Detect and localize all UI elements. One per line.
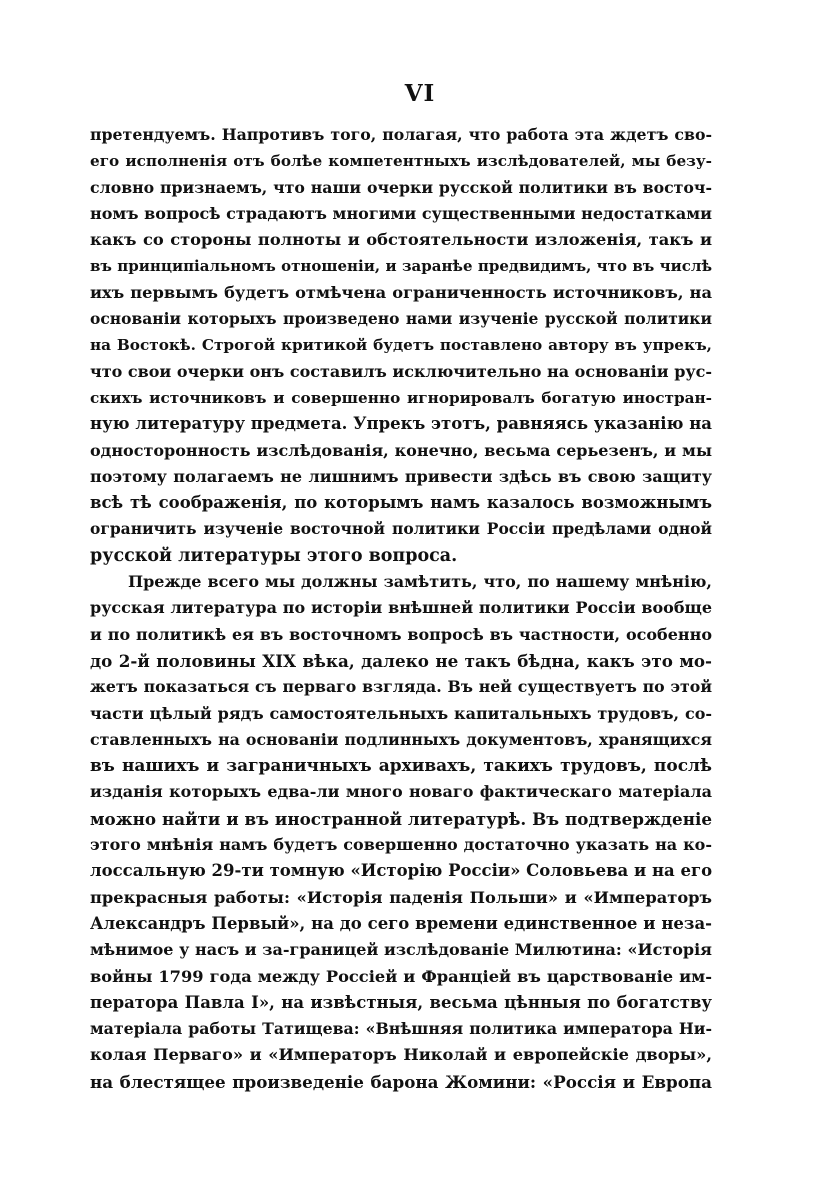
text-line: ограничить изученіе восточной политики Россіи предѣлами одной bbox=[90, 519, 712, 539]
text-line: ихъ первымъ будетъ отмѣчена ограниченность источниковъ, на bbox=[90, 282, 712, 302]
text-line: можно найти и въ иностранной литературѣ. Въ подтвержденіе bbox=[90, 808, 712, 829]
text-line: войны 1799 года между Россіей и Франціей въ царствованіе им- bbox=[90, 966, 712, 986]
text-line: на блестящее произведеніе барона Жомини: «Россія и Европа bbox=[90, 1071, 712, 1092]
body-text bbox=[90, 122, 712, 1095]
text-line: матеріала работы Татищева: «Внѣшняя политика императора Ни- bbox=[90, 1019, 712, 1039]
paragraph-end-line: русской литературы этого вопроса. bbox=[90, 545, 458, 566]
text-line: основаніи которыхъ произведено нами изученіе русской политики bbox=[90, 309, 712, 329]
text-line: ператора Павла I», на извѣстныя, весьма цѣнныя по богатству bbox=[90, 992, 712, 1012]
text-line: на Востокѣ. Строгой критикой будетъ поставлено автору въ упрекъ, bbox=[90, 336, 712, 355]
text-line: въ нашихъ и заграничныхъ архивахъ, такихъ трудовъ, послѣ bbox=[90, 756, 712, 777]
text-line: претендуемъ. Напротивъ того, полагая, что работа эта ждетъ сво- bbox=[90, 125, 712, 144]
text-line: поэтому полагаемъ не лишнимъ привести здѣсь въ свою защиту bbox=[90, 466, 712, 486]
text-line: скихъ источниковъ и совершенно игнорировалъ богатую иностран- bbox=[90, 388, 712, 407]
text-line: въ принципіальномъ отношеніи, и заранѣе предвидимъ, что въ числѣ bbox=[90, 257, 712, 276]
text-line: словно признаемъ, что наши очерки русской политики въ восточ- bbox=[90, 177, 712, 197]
text-line: лоссальную 29-ти томную «Исторію Россіи» Соловьева и на его bbox=[90, 861, 713, 881]
text-line: ставленныхъ на основаніи подлинныхъ документовъ, хранящихся bbox=[90, 729, 712, 749]
paragraph-first-line: Прежде всего мы должны замѣтить, что, по нашему мнѣнію, bbox=[128, 572, 712, 592]
text-line: прекрасныя работы: «Исторія паденія Польши» и «Императоръ bbox=[90, 887, 712, 907]
text-line: какъ со стороны полноты и обстоятельности изложенія, такъ и bbox=[90, 230, 712, 250]
text-line: его исполненія отъ болѣе компетентныхъ изслѣдователей, мы безу- bbox=[90, 152, 712, 171]
text-line: изданія которыхъ едва-ли много новаго фактическаго матеріала bbox=[90, 782, 712, 802]
text-line: односторонность изслѣдованія, конечно, весьма серьезенъ, и мы bbox=[90, 440, 712, 460]
text-line: ную литературу предмета. Упрекъ этотъ, равняясь указанію на bbox=[90, 414, 712, 434]
text-line: всѣ тѣ соображенія, по которымъ намъ казалось возможнымъ bbox=[90, 493, 712, 513]
text-line: русская литература по исторіи внѣшней политики Россіи вообще bbox=[90, 598, 712, 618]
text-line: мѣнимое у насъ и за-границей изслѣдованіе Милютина: «Исторія bbox=[90, 940, 712, 960]
text-line: части цѣлый рядъ самостоятельныхъ капитальныхъ трудовъ, со- bbox=[90, 703, 712, 723]
text-line: до 2-й половины XIX вѣка, далеко не такъ бѣдна, какъ это мо- bbox=[90, 650, 712, 671]
text-line: Александръ Первый», на до сего времени единственное и неза- bbox=[90, 913, 712, 933]
text-line: номъ вопросѣ страдаютъ многими существенными недостатками bbox=[90, 203, 712, 223]
text-line: и по политикѣ ея въ восточномъ вопросѣ въ частности, особенно bbox=[90, 624, 712, 644]
page-number: VI bbox=[404, 80, 436, 107]
text-line: жетъ показаться съ перваго взгляда. Въ ней существуетъ по этой bbox=[90, 677, 712, 697]
text-line: этого мнѣнія намъ будетъ совершенно достаточно указать на ко- bbox=[90, 835, 712, 855]
text-line: колая Перваго» и «Императоръ Николай и европейскіе дворы», bbox=[90, 1045, 712, 1065]
text-line: что свои очерки онъ составилъ исключительно на основаніи рус- bbox=[90, 361, 712, 381]
